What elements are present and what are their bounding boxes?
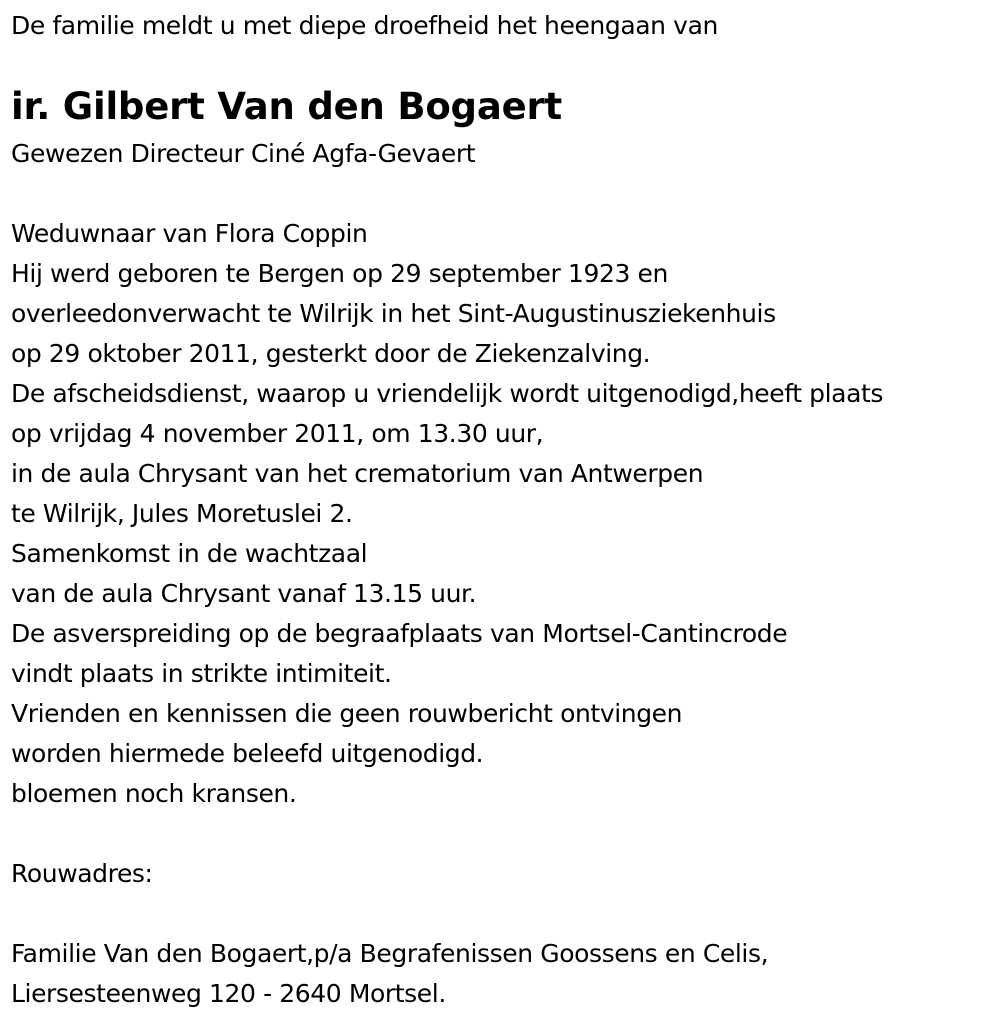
intro-text: De familie meldt u met diepe droefheid het heengaan van [11,11,718,40]
address-line: Familie Van den Bogaert,p/a Begrafenissen Goossens en Celis, [11,939,769,968]
address-line: Liersesteenweg 120 - 2640 Mortsel. [11,979,446,1008]
body-line: in de aula Chrysant van het crematorium van Antwerpen [11,459,704,488]
body-line: Weduwnaar van Flora Coppin [11,219,368,248]
body-line: van de aula Chrysant vanaf 13.15 uur. [11,579,477,608]
body-line: worden hiermede beleefd uitgenodigd. [11,739,484,768]
body-line: op 29 oktober 2011, gesterkt door de Ziekenzalving. [11,339,651,368]
deceased-name: ir. Gilbert Van den Bogaert [11,85,563,128]
body-line: Hij werd geboren te Bergen op 29 september 1923 en [11,259,668,288]
body-line: De asverspreiding op de begraafplaats van Mortsel-Cantincrode [11,619,788,648]
body-line: op vrijdag 4 november 2011, om 13.30 uur, [11,419,544,448]
mourning-address [11,934,768,1014]
obituary-body [11,214,883,814]
rouwadres-label: Rouwadres: [11,859,153,888]
body-line: overleedonverwacht te Wilrijk in het Sint-Augustinusziekenhuis [11,299,776,328]
body-line: De afscheidsdienst, waarop u vriendelijk wordt uitgenodigd,heeft plaats [11,379,884,408]
body-line: vindt plaats in strikte intimiteit. [11,659,392,688]
body-line: Samenkomst in de wachtzaal [11,539,368,568]
deceased-title: Gewezen Directeur Ciné Agfa-Gevaert [11,139,476,168]
body-line: bloemen noch kransen. [11,779,297,808]
body-line: te Wilrijk, Jules Moretuslei 2. [11,499,353,528]
body-line: Vrienden en kennissen die geen rouwbericht ontvingen [11,699,683,728]
